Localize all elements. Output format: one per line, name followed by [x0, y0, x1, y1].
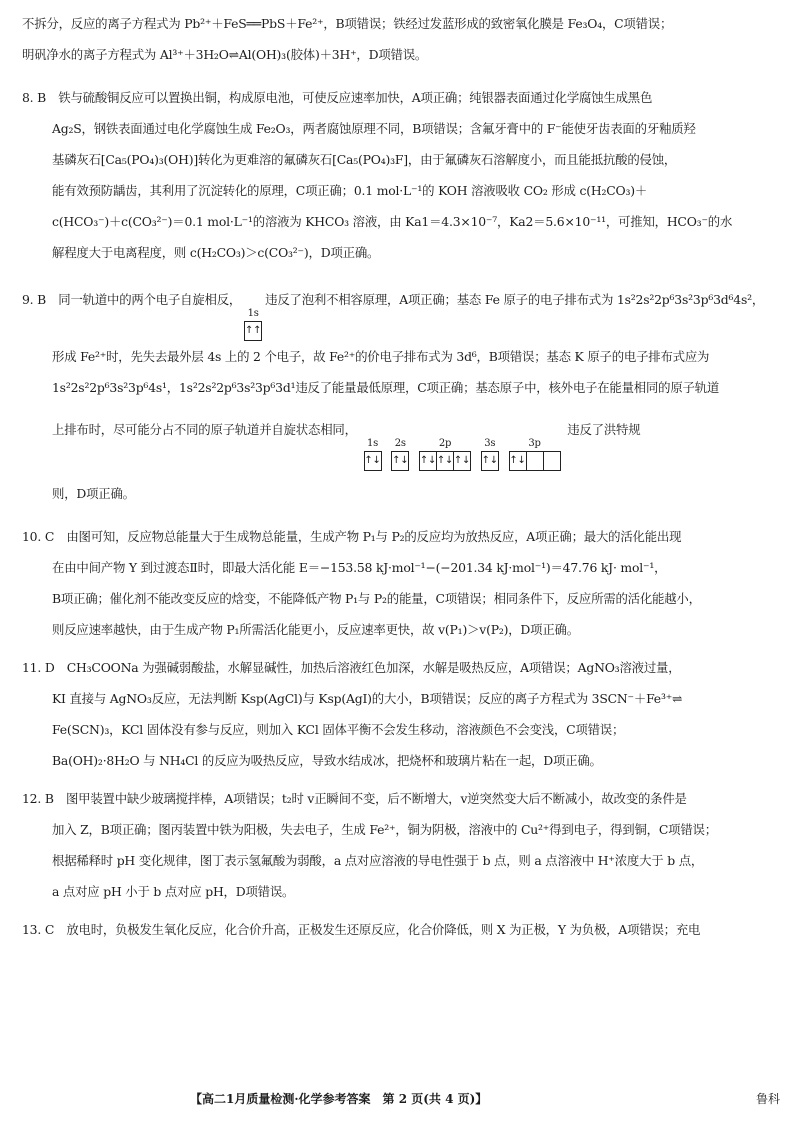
answer-body — [22, 8, 774, 945]
orbital-cells — [509, 451, 561, 471]
q9-line — [22, 280, 774, 341]
page-footer — [190, 1090, 780, 1107]
q8-line: Ag₂S，钢铁表面通过电化学腐蚀生成 Fe₂O₃，两者腐蚀原理不同，B项错误；含氟牙膏中的 F⁻能使牙齿表面的牙釉质羟 — [52, 121, 696, 136]
q9-text: 上排布时，尽可能分占不同的原子轨道并自旋状态相同， — [52, 422, 357, 437]
q9-text: 违反了泡利不相容原理，A项正确；基态 Fe 原子的电子排布式为 1s²2s²2p⁶3s²3p⁶3d⁶4s²， — [265, 292, 765, 307]
orbital-label: 3p — [528, 438, 541, 449]
q11-line: 11. D CH₃COONa 为强碱弱酸盐，水解显碱性，加热后溶液红色加深，水解是吸热反应，A项错误；AgNO₃溶液过量， — [22, 660, 681, 675]
q8-line: 8. B 铁与硫酸铜反应可以置换出铜，构成原电池，可使反应速率加快，A项正确；纯银器表面通过化学腐蚀生成黑色 — [22, 90, 653, 105]
q11-line: Ba(OH)₂·8H₂O 与 NH₄Cl 的反应为吸热反应，导致水结成冰，把烧杯和玻璃片粘在一起，D项正确。 — [52, 753, 602, 768]
text-line: 明矾净水的离子方程式为 Al³⁺＋3H₂O⇌Al(OH)₃(胶体)＋3H⁺，D项错误。 — [22, 47, 428, 62]
orbital-cells — [391, 451, 409, 471]
q13-line: 13. C 放电时，负极发生氧化反应，化合价升高，正极发生还原反应，化合价降低，则 X 为正极，Y 为负极，A项错误；充电 — [22, 922, 701, 937]
orbital-cell: ↑↓ — [419, 455, 437, 466]
q10-line: 在由中间产物 Y 到过渡态Ⅱ时，即最大活化能 E＝−153.58 kJ·mol⁻¹−(−201.34 kJ·mol⁻¹)＝47.76 kJ· mol⁻¹， — [52, 560, 667, 575]
q11-line: Fe(SCN)₃，KCl 固体没有参与反应，则加入 KCl 固体平衡不会发生移动，溶液颜色不会变浅，C项错误； — [52, 722, 625, 737]
orbital-cell: ↑↓ — [481, 455, 498, 466]
q12-line: 12. B 图甲装置中缺少玻璃搅拌棒，A项错误；t₂时 v正瞬间不变，后不断增大，v逆突然变大后不断减小，故改变的条件是 — [22, 791, 687, 806]
orbital-3s — [481, 439, 499, 471]
orbital-1s — [364, 439, 382, 471]
orbital-cell: ↑↓ — [392, 455, 409, 466]
orbital-cell — [526, 452, 543, 470]
q11-line: KI 直接与 AgNO₃反应，无法判断 Ksp(AgCl)与 Ksp(AgI)的大小，B项错误；反应的离子方程式为 3SCN⁻＋Fe³⁺⇌ — [52, 691, 683, 706]
orbital-cell: ↑↓ — [453, 452, 470, 470]
q10-line: B项正确；催化剂不能改变反应的焓变，不能降低产物 P₁与 P₂的能量，C项错误；相同条件下，反应所需的活化能越小， — [52, 591, 701, 606]
orbital-label: 1s — [247, 308, 259, 319]
q9-text: 9. B 同一轨道中的两个电子自旋相反， — [22, 292, 242, 307]
q8-line: c(HCO₃⁻)＋c(CO₃²⁻)＝0.1 mol·L⁻¹的溶液为 KHCO₃ 溶液，由 Ka1＝4.3×10⁻⁷，Ka2＝5.6×10⁻¹¹，可推知，HCO₃⁻的水 — [52, 214, 733, 229]
q9-line: 则，D项正确。 — [52, 486, 135, 501]
text-line: 不拆分，反应的离子方程式为 Pb²⁺＋FeS══PbS＋Fe²⁺，B项错误；铁经过发蓝形成的致密氧化膜是 Fe₃O₄，C项错误； — [22, 16, 673, 31]
orbital-cell — [543, 452, 560, 470]
orbital-label: 1s — [366, 438, 379, 449]
q12-line: 根据稀释时 pH 变化规律，图丁表示氢氟酸为弱酸，a 点对应溶液的导电性强于 b 点，则 a 点溶液中 H⁺浓度大于 b 点， — [52, 853, 704, 868]
orbital-cells — [364, 451, 382, 471]
orbital-cells — [481, 451, 499, 471]
orbital-label: 2s — [394, 438, 406, 449]
q10-line: 10. C 由图可知，反应物总能量大于生成物总能量，生成产物 P₁与 P₂的反应均为放热反应，A项正确；最大的活化能出现 — [22, 529, 682, 544]
orbital-cells — [419, 451, 471, 471]
orbital-label: 2p — [438, 438, 452, 449]
orbital-cell: ↑↓ — [436, 452, 453, 470]
q12-line: a 点对应 pH 小于 b 点对应 pH，D项错误。 — [52, 884, 295, 899]
q9-line — [22, 410, 774, 471]
q10-line: 则反应速率越快，由于生成产物 P₁所需活化能更小，反应速率更快，故 v(P₁)＞v(P₂)，D项正确。 — [52, 622, 579, 637]
q8-line: 基磷灰石[Ca₅(PO₄)₃(OH)]转化为更难溶的氟磷灰石[Ca₅(PO₄)₃F]，由于氟磷灰石溶解度小，而且能抵抗酸的侵蚀， — [52, 152, 677, 167]
q9-line: 形成 Fe²⁺时，先失去最外层 4s 上的 2 个电子，故 Fe²⁺的价电子排布式为 3d⁶，B项错误；基态 K 原子的电子排布式应为 — [52, 349, 710, 364]
orbital-label: 3s — [484, 438, 496, 449]
orbital-cell: ↑↑ — [244, 325, 262, 336]
q8-line: 解程度大于电离程度，则 c(H₂CO₃)＞c(CO₃²⁻)，D项正确。 — [52, 245, 380, 260]
footer-region: 鲁科 — [755, 1092, 780, 1106]
q9-text: 违反了洪特规 — [567, 422, 641, 437]
q9-line: 1s²2s²2p⁶3s²3p⁶4s¹，1s²2s²2p⁶3s²3p⁶3d¹违反了能量最低原理，C项正确；基态原子中，核外电子在能量相同的原子轨道 — [52, 380, 720, 395]
q8-line: 能有效预防龋齿，其利用了沉淀转化的原理，C项正确；0.1 mol·L⁻¹的 KOH 溶液吸收 CO₂ 形成 c(H₂CO₃)＋ — [52, 183, 648, 198]
orbital-2s — [391, 439, 409, 471]
footer-title: 【高二1月质量检测·化学参考答案 第 2 页(共 4 页)】 — [190, 1092, 488, 1106]
orbital-2p — [419, 439, 471, 471]
q12-line: 加入 Z，B项正确；图丙装置中铁为阳极，失去电子，生成 Fe²⁺，铜为阴极，溶液中的 Cu²⁺得到电子，得到铜，C项错误； — [52, 822, 717, 837]
orbital-cell: ↑↓ — [509, 455, 526, 466]
orbital-cell: ↑↓ — [364, 455, 381, 466]
orbital-3p — [509, 439, 561, 471]
orbital-cells — [244, 321, 262, 341]
orbital-diagram-1s-parallel — [244, 309, 262, 341]
